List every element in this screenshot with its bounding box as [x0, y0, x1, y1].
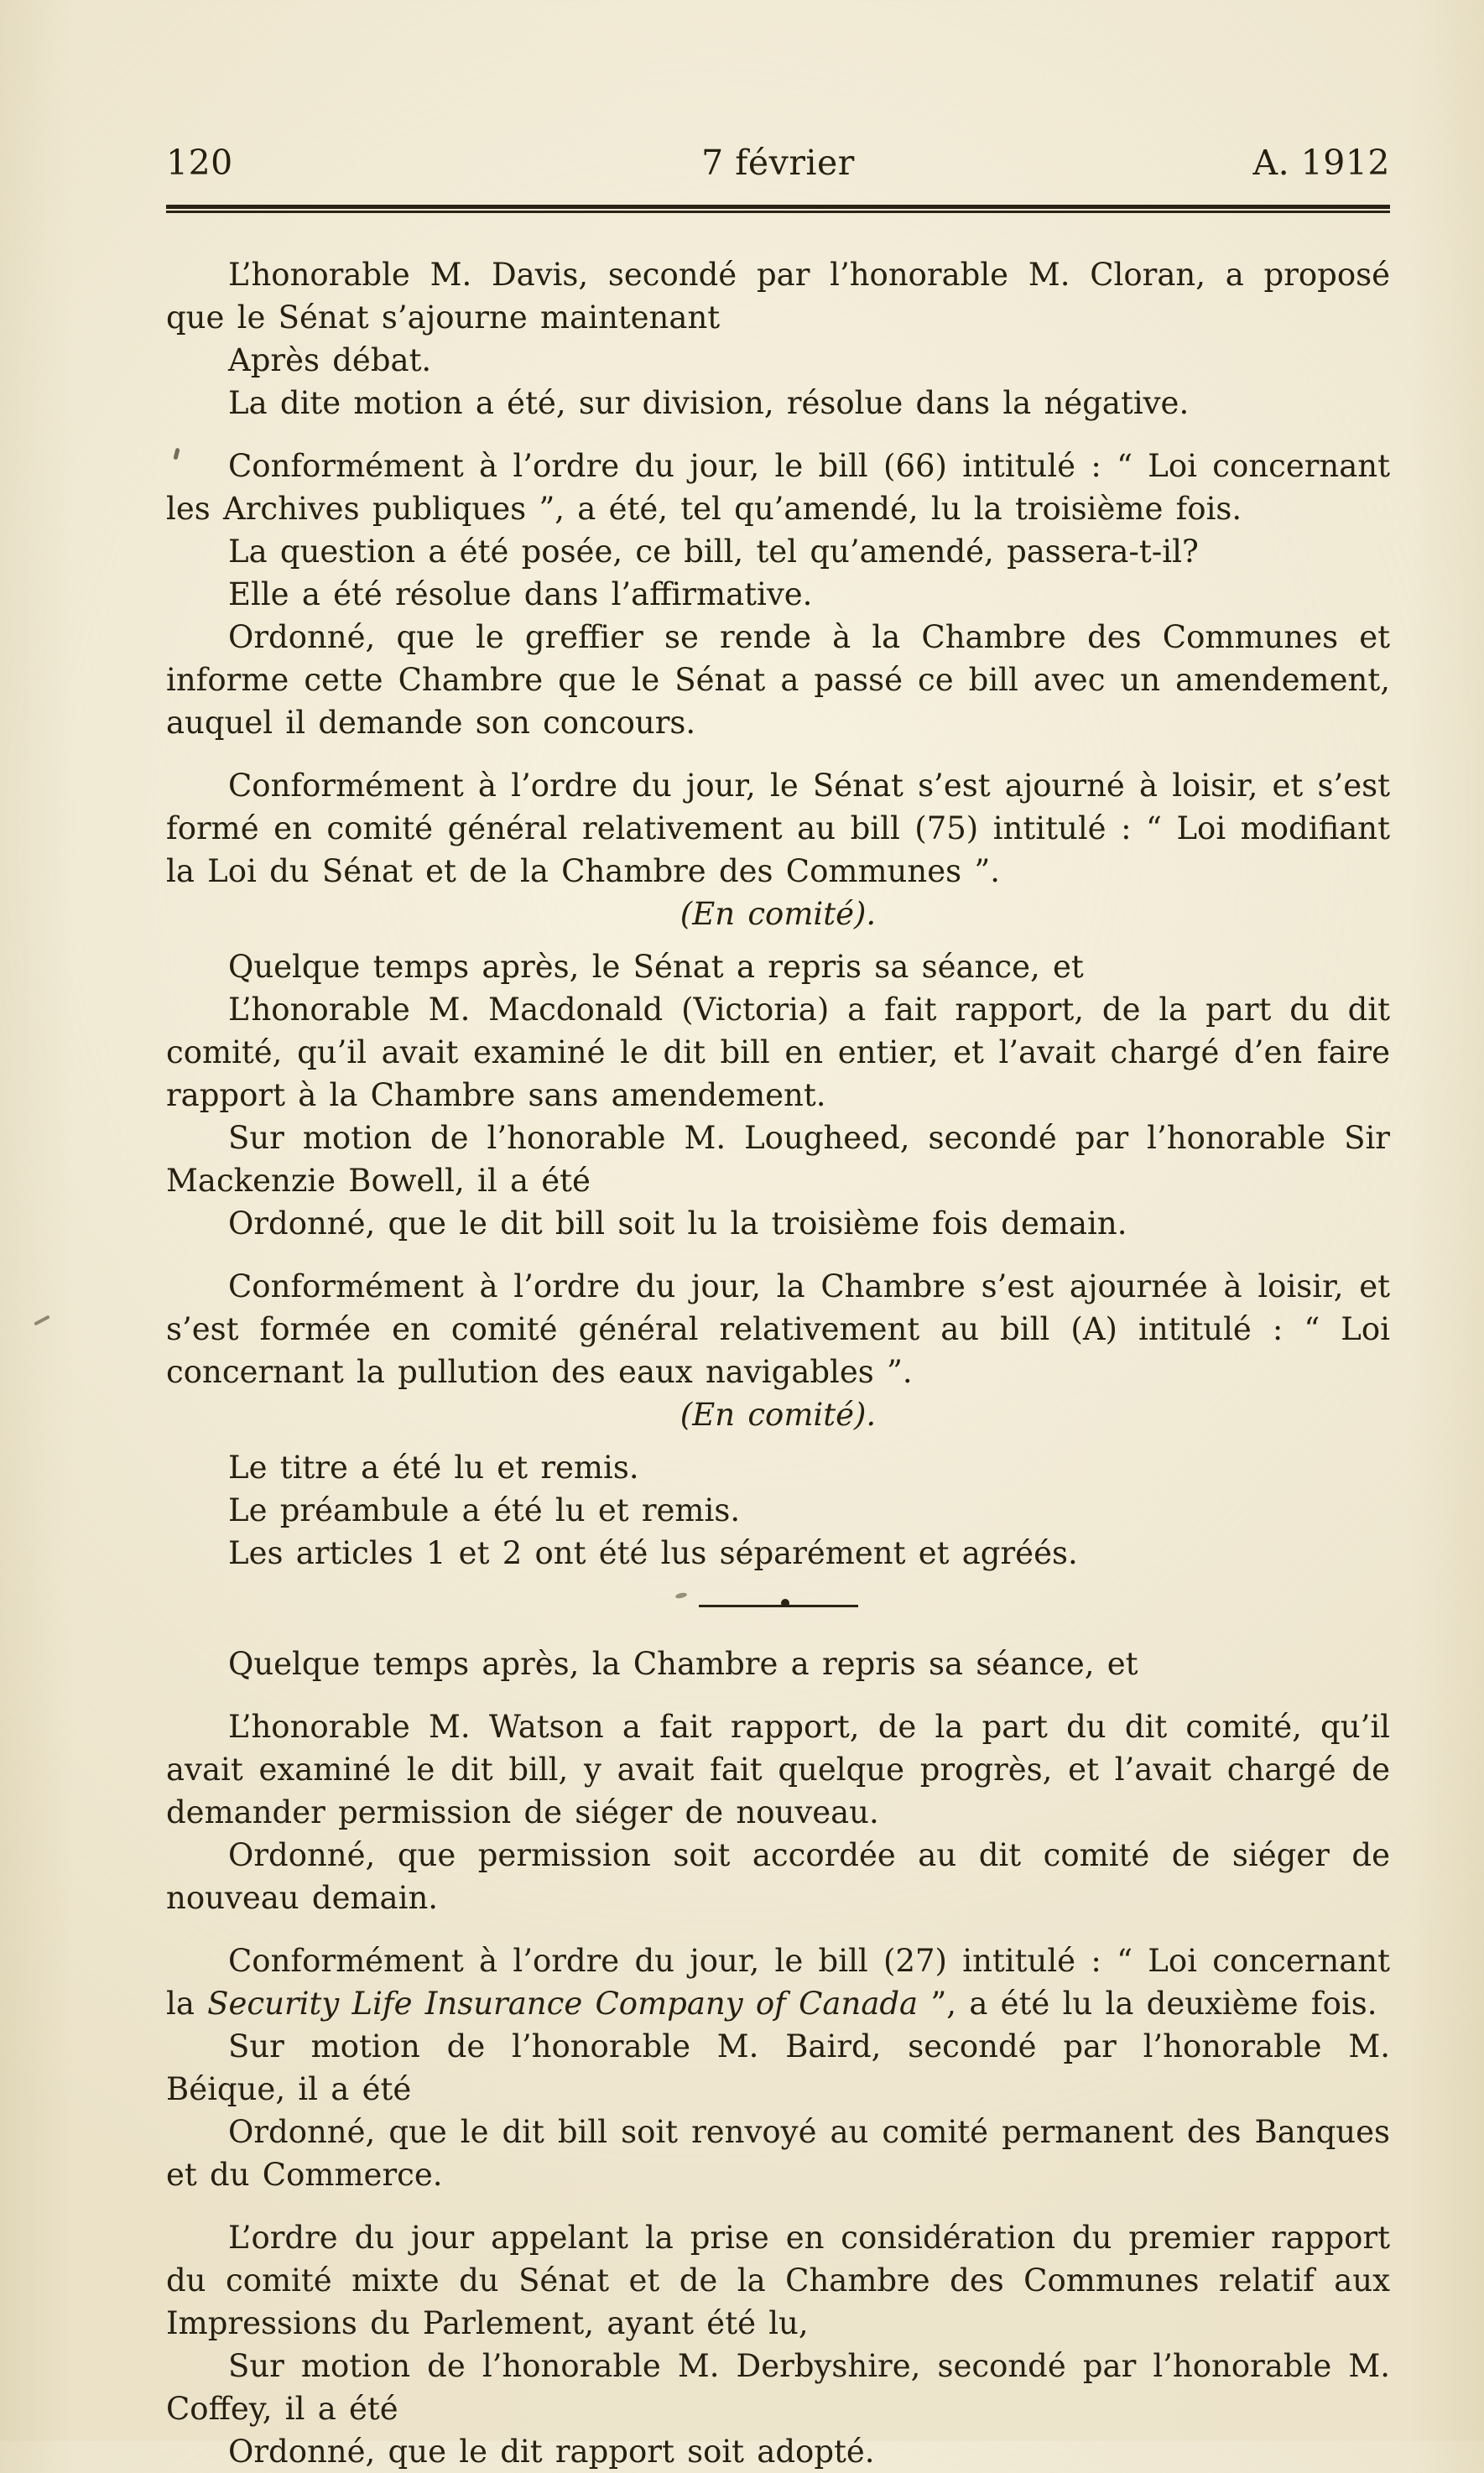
page-number: 120: [166, 143, 233, 183]
paragraph-motion-davis: L’honorable M. Davis, secondé par l’honorable M. Cloran, a proposé que le Sénat s’ajourne maintenant: [166, 257, 1390, 336]
paragraph-articles-agrees: Les articles 1 et 2 ont été lus séparément et agréés.: [228, 1535, 1078, 1571]
paragraph-bill-66: Conformément à l’ordre du jour, le bill (66) intitulé : “ Loi concernant les Archives publiques ”, a été, tel qu’amendé, lu la troisième fois.: [166, 448, 1390, 527]
company-name-italic: Security Life Insurance Company of Canada: [207, 1986, 919, 2022]
paper-mark: [34, 1315, 50, 1326]
page-header: [166, 143, 1390, 183]
paragraph-ordonne-adopte: Ordonné, que le dit rapport soit adopté.: [228, 2434, 875, 2470]
paragraph-preambule-lu: Le préambule a été lu et remis.: [228, 1492, 741, 1528]
paragraph-ordonne-renvoye: Ordonné, que le dit bill soit renvoyé au comité permanent des Banques et du Commerce.: [166, 2114, 1390, 2193]
paragraph-senat-reprise: Quelque temps après, le Sénat a repris sa séance, et: [228, 949, 1084, 985]
paragraph-watson-rapport: L’honorable M. Watson a fait rapport, de la part du dit comité, qu’il avait examiné le dit bill, y avait fait quelque progrès, et l’avait chargé de demander permission de siéger de nouveau.: [166, 1709, 1390, 1830]
paragraph-ordonne-greffier: Ordonné, que le greffier se rende à la Chambre des Communes et informe cette Chambre que le Sénat a passé ce bill avec un amendement, auquel il demande son concours.: [166, 619, 1390, 741]
committee-heading-1: (En comité).: [680, 896, 877, 932]
paragraph-ordonne-permission: Ordonné, que permission soit accordée au dit comité de siéger de nouveau demain.: [166, 1837, 1390, 1916]
session-year: A. 1912: [1252, 143, 1390, 183]
page-body: [166, 253, 1390, 2473]
committee-heading-2: (En comité).: [680, 1397, 877, 1433]
paragraph-ordre-du-jour-rapport: L’ordre du jour appelant la prise en considération du premier rapport du comité mixte du Sénat et de la Chambre des Communes relatif aux Impressions du Parlement, ayant été lu,: [166, 2220, 1390, 2341]
header-double-rule: [166, 205, 1390, 213]
paragraph-bill-27: [166, 1939, 1390, 2025]
paragraph-apres-debat: Après débat.: [228, 342, 432, 378]
text-segment-post: ”, a été lu la deuxième fois.: [918, 1986, 1377, 2022]
paragraph-titre-lu: Le titre a été lu et remis.: [228, 1450, 639, 1486]
paragraph-motion-resolue: La dite motion a été, sur division, résolue dans la négative.: [228, 385, 1190, 421]
divider-line: [699, 1605, 858, 1607]
paragraph-affirmative: Elle a été résolue dans l’affirmative.: [228, 576, 813, 612]
section-divider: [166, 1605, 1390, 1607]
paragraph-motion-baird: Sur motion de l’honorable M. Baird, secondé par l’honorable M. Béique, il a été: [166, 2028, 1390, 2107]
paragraph-bill-75: Conformément à l’ordre du jour, le Sénat s’est ajourné à loisir, et s’est formé en comité général relativement au bill (75) intitulé : “ Loi modifiant la Loi du Sénat et de la Chambre des Communes ”.: [166, 768, 1390, 889]
running-title-date: 7 février: [701, 143, 855, 183]
paragraph-bill-a: Conformément à l’ordre du jour, la Chambre s’est ajournée à loisir, et s’est formée en comité général relativement au bill (A) intitulé : “ Loi concernant la pullution des eaux navigables ”.: [166, 1268, 1390, 1390]
paragraph-chambre-reprise: Quelque temps après, la Chambre a repris sa séance, et: [228, 1646, 1138, 1682]
paragraph-motion-derbyshire: Sur motion de l’honorable M. Derbyshire, secondé par l’honorable M. Coffey, il a été: [166, 2348, 1390, 2427]
paragraph-macdonald-rapport: L’honorable M. Macdonald (Victoria) a fait rapport, de la part du dit comité, qu’il avait examiné le dit bill en entier, et l’avait chargé d’en faire rapport à la Chambre sans amendement.: [166, 992, 1390, 1113]
paragraph-ordonne-troisieme: Ordonné, que le dit bill soit lu la troisième fois demain.: [228, 1205, 1127, 1242]
paragraph-motion-lougheed: Sur motion de l’honorable M. Lougheed, secondé par l’honorable Sir Mackenzie Bowell, il a été: [166, 1120, 1390, 1199]
text-segment-pre: Conformément à l’ordre du jour, le bill (27) intitulé : “ Loi concernant la: [166, 1943, 1390, 2022]
paragraph-question-posee: La question a été posée, ce bill, tel qu’amendé, passera-t-il?: [228, 534, 1199, 570]
